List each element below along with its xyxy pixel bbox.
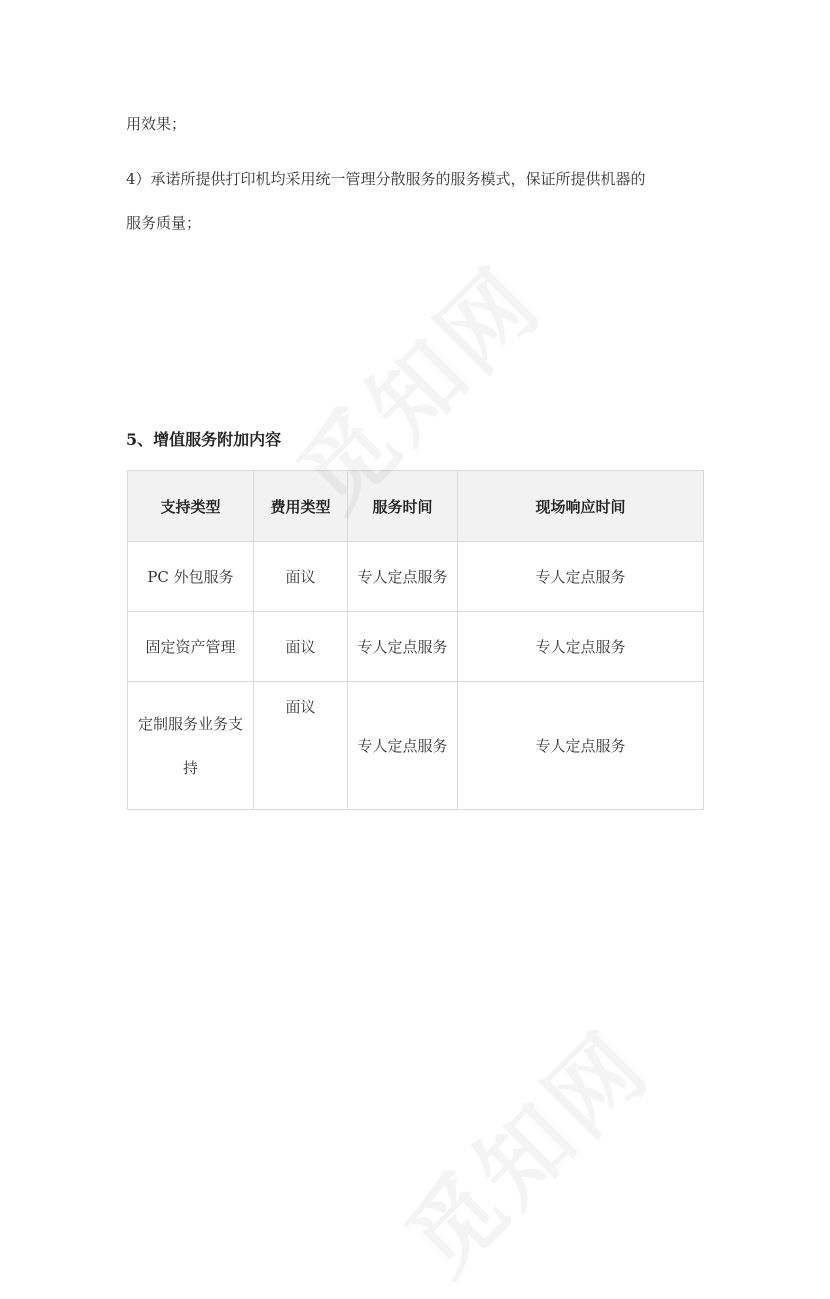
table-cell: 面议 (254, 612, 348, 682)
header-service-time: 服务时间 (348, 471, 458, 542)
body-paragraph: 4）承诺所提供打印机均采用统一管理分散服务的服务模式，保证所提供机器的 (126, 170, 646, 188)
table-cell: 固定资产管理 (128, 612, 254, 682)
table-cell: PC 外包服务 (128, 542, 254, 612)
header-fee-type: 费用类型 (254, 471, 348, 542)
table-row (128, 682, 704, 810)
section-heading: 5、增值服务附加内容 (126, 430, 282, 449)
service-table (127, 470, 704, 810)
table-cell: 专人定点服务 (458, 542, 704, 612)
table-cell: 专人定点服务 (348, 612, 458, 682)
table-cell: 定制服务业务支持 (128, 682, 254, 810)
watermark (372, 997, 673, 1298)
table-cell: 专人定点服务 (348, 542, 458, 612)
body-paragraph: 用效果； (126, 115, 187, 133)
table-cell: 专人定点服务 (458, 612, 704, 682)
table-row (128, 612, 704, 682)
header-response-time: 现场响应时间 (458, 471, 704, 542)
header-support-type: 支持类型 (128, 471, 254, 542)
table-cell: 面议 (254, 682, 348, 810)
table-row (128, 542, 704, 612)
table-header-row (128, 471, 704, 542)
body-paragraph: 服务质量； (126, 214, 202, 232)
table-cell: 专人定点服务 (348, 682, 458, 810)
table-cell: 面议 (254, 542, 348, 612)
table-cell: 专人定点服务 (458, 682, 704, 810)
